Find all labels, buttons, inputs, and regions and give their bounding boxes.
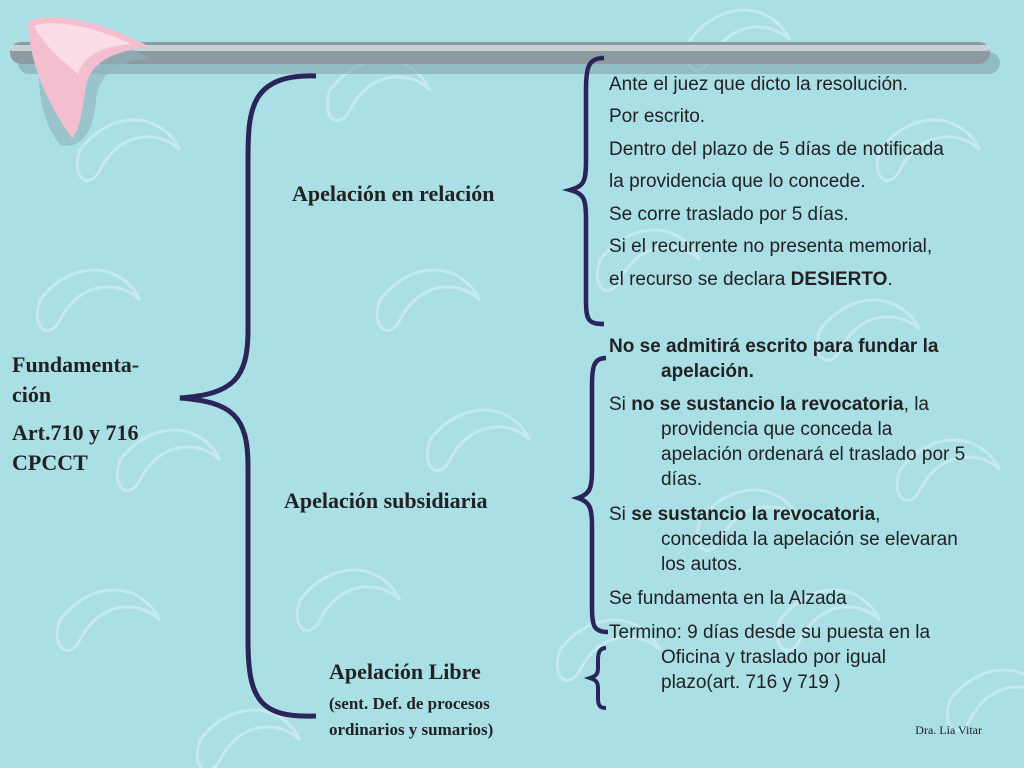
subsidiaria-brace — [578, 358, 608, 632]
subsidiaria-item — [609, 392, 1024, 492]
se-sustancio-keyword: se sustancio la revocatoria — [631, 504, 876, 525]
relacion-text: el recurso se declara — [609, 269, 791, 290]
subsidiaria-text: , — [875, 504, 881, 525]
libre-subtitle-line1: (sent. Def. de procesos — [329, 694, 490, 713]
subsidiaria-text: Si — [609, 504, 632, 525]
main-brace — [180, 76, 316, 716]
subsidiaria-item — [609, 334, 1024, 384]
branch-apelacion-libre: Apelación Libre — [329, 659, 481, 684]
relacion-item: Ante el juez que dicto la resolución. — [609, 74, 908, 95]
relacion-item: Se corre traslado por 5 días. — [609, 204, 849, 225]
fundamentacion-title — [12, 350, 139, 478]
subsidiaria-text: apelación ordenará el traslado por 5 — [661, 444, 966, 465]
subsidiaria-text: Se fundamenta en la Alzada — [609, 588, 847, 609]
fundamentacion-line1: Fundamenta- — [12, 352, 140, 377]
subsidiaria-text: los autos. — [661, 554, 743, 575]
relacion-item: la providencia que lo concede. — [609, 171, 866, 192]
relacion-brace — [570, 58, 604, 324]
libre-subtitle-line2: ordinarios y sumarios) — [329, 720, 494, 739]
libre-text: Termino: 9 días desde su puesta en la — [609, 622, 931, 643]
subsidiaria-text: apelación. — [661, 361, 754, 382]
subsidiaria-text: concedida la apelación se elevaran — [661, 529, 958, 550]
fundamentacion-line2: ción — [12, 382, 52, 407]
libre-text: plazo(art. 716 y 719 ) — [661, 672, 841, 693]
subsidiaria-text: No se admitirá escrito para fundar la — [609, 336, 939, 357]
libre-brace — [590, 648, 606, 708]
relacion-period: . — [887, 269, 893, 290]
libre-item — [609, 620, 1024, 695]
subsidiaria-text: , la — [903, 394, 929, 415]
relacion-item-desierto — [609, 269, 893, 291]
author-footer: Dra. Lía Vitar — [915, 723, 982, 737]
subsidiaria-text: Si — [609, 394, 632, 415]
subsidiaria-item — [609, 502, 1024, 577]
branch-apelacion-subsidiaria: Apelación subsidiaria — [284, 488, 488, 513]
libre-text: Oficina y traslado por igual — [661, 647, 886, 668]
relacion-item: Por escrito. — [609, 106, 706, 127]
relacion-item: Dentro del plazo de 5 días de notificada — [609, 139, 944, 160]
subsidiaria-text: providencia que conceda la — [661, 419, 893, 440]
subsidiaria-item — [609, 586, 1024, 611]
no-sustancio-keyword: no se sustancio la revocatoria — [631, 394, 904, 415]
subsidiaria-text: días. — [661, 469, 703, 490]
desierto-keyword: DESIERTO — [790, 269, 888, 290]
relacion-item: Si el recurrente no presenta memorial, — [609, 236, 933, 257]
articles-line1: Art.710 y 716 — [12, 420, 139, 445]
branch-apelacion-relacion: Apelación en relación — [292, 181, 495, 206]
articles-line2: CPCCT — [12, 450, 88, 475]
